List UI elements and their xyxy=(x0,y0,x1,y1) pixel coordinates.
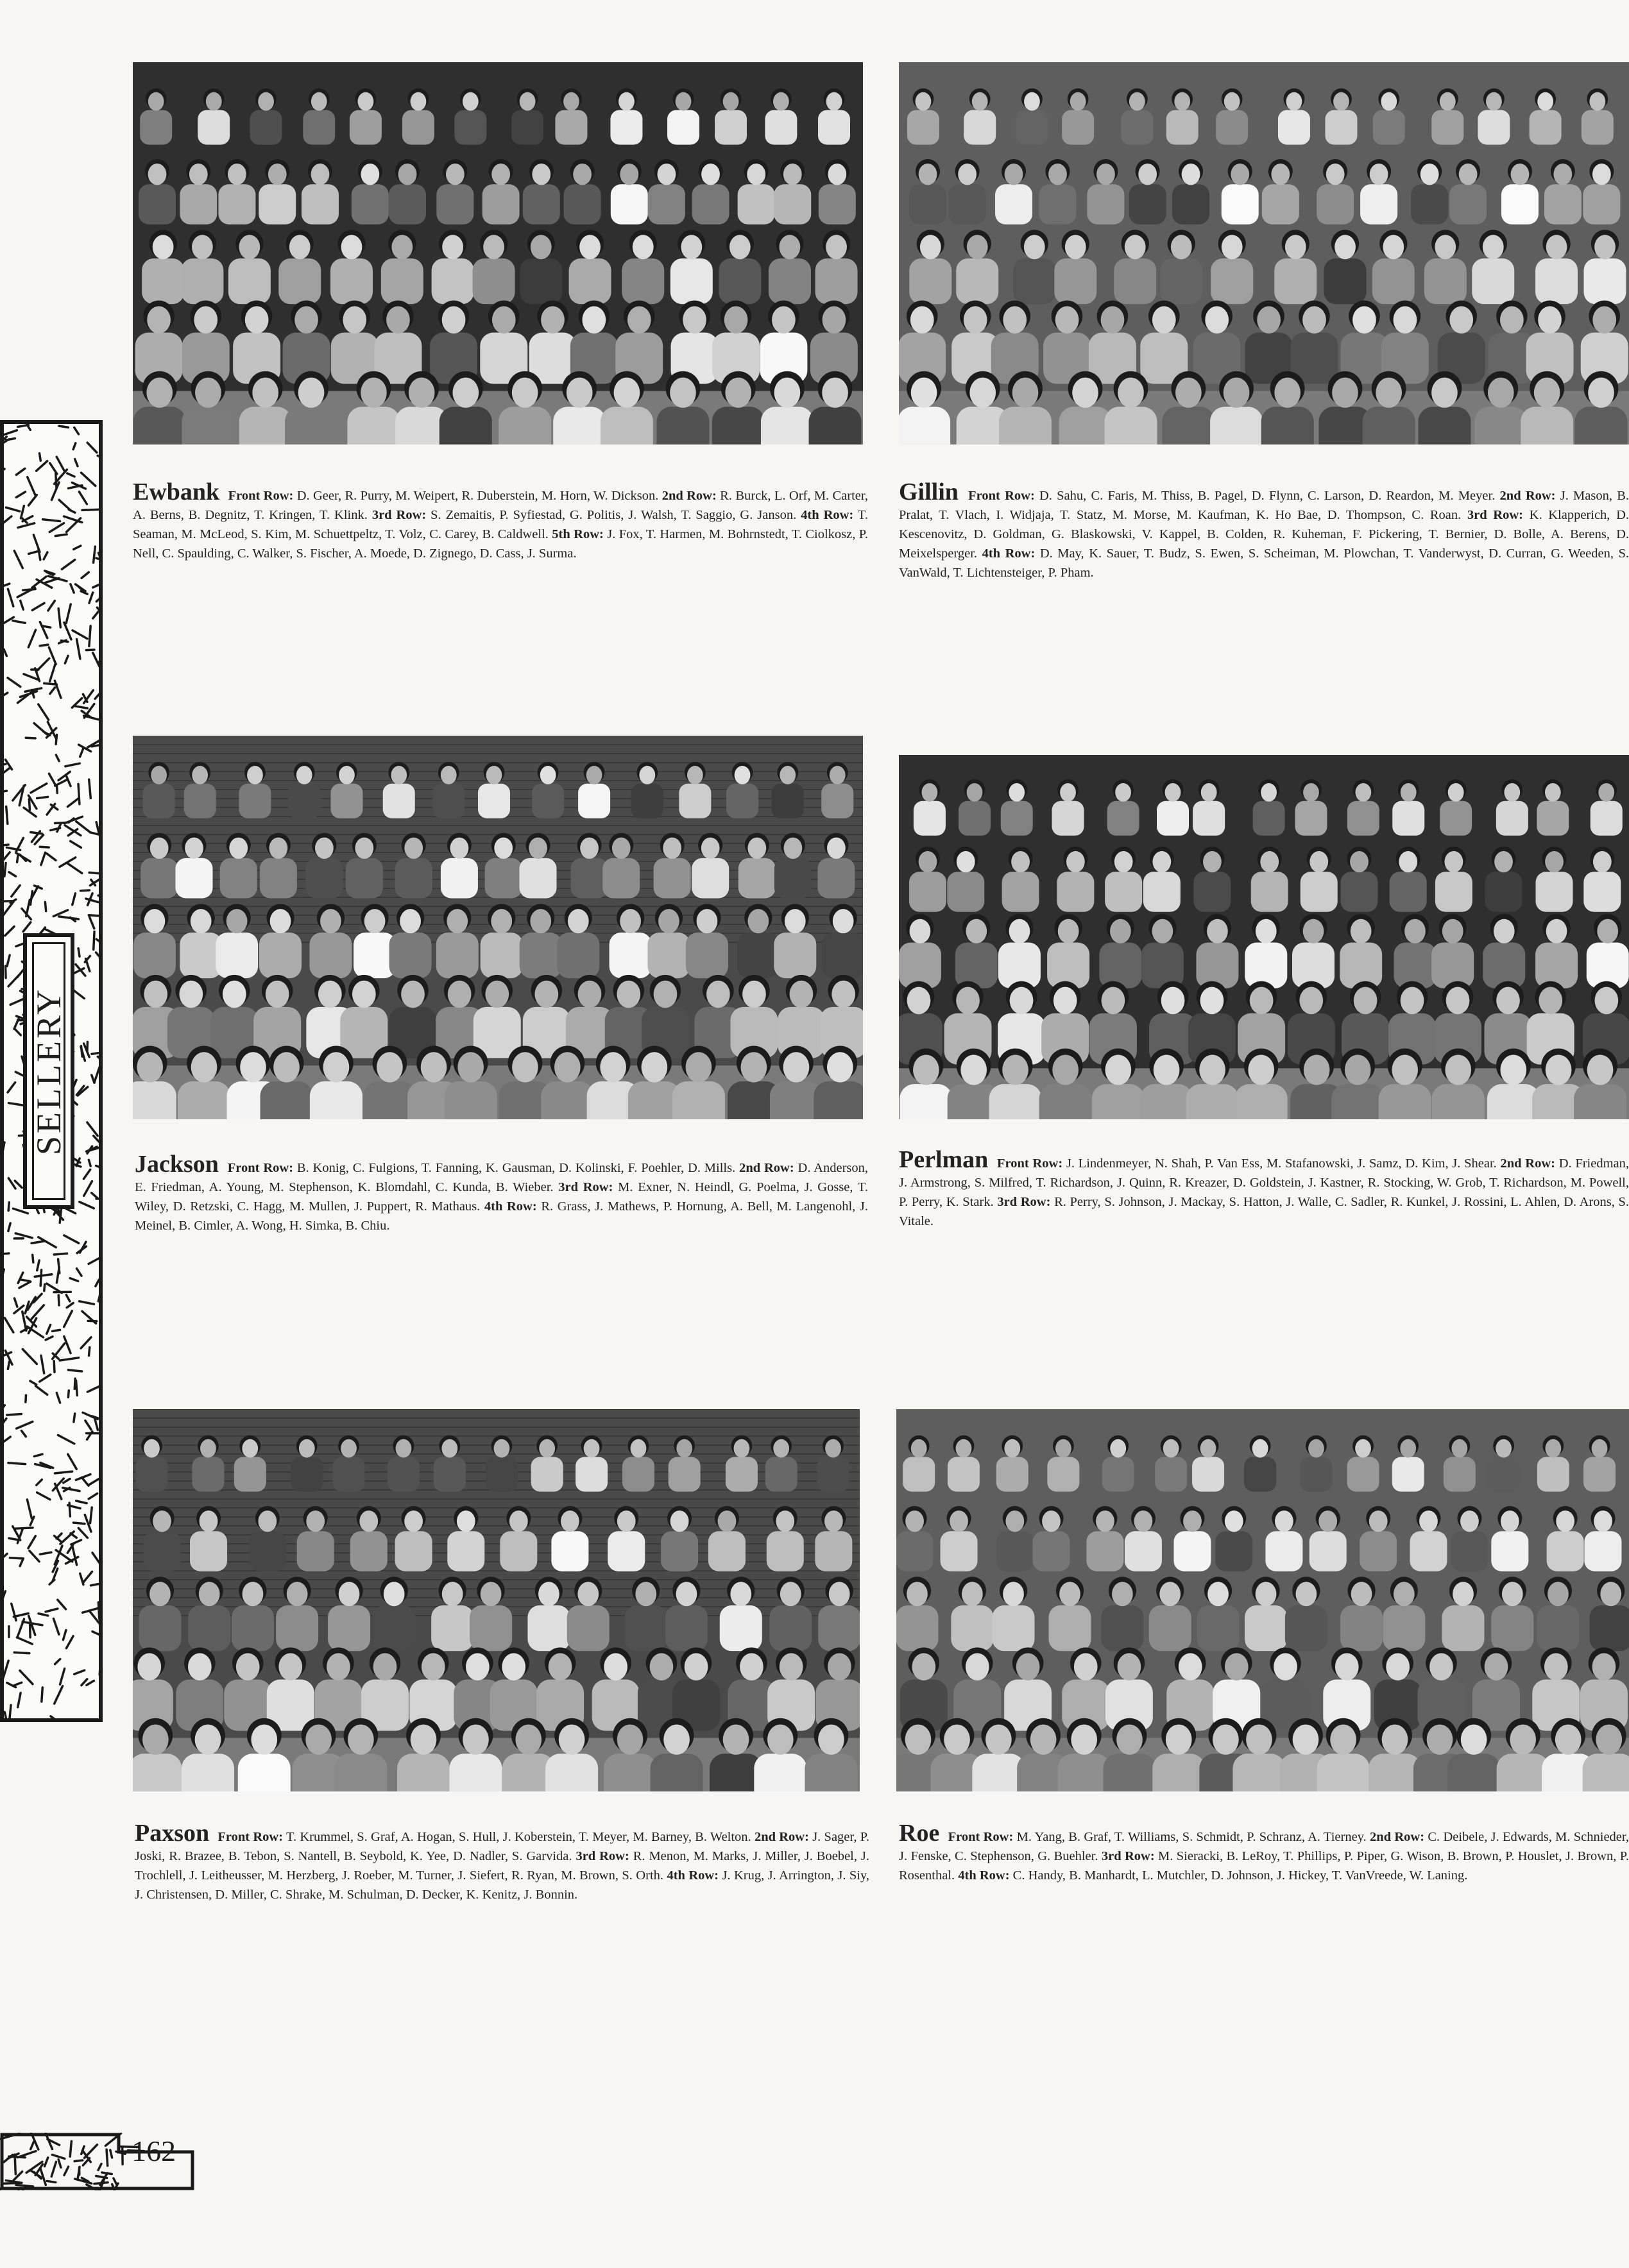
group-photo-roe xyxy=(896,1409,1629,1791)
row-label: Front Row: xyxy=(997,1156,1063,1171)
photo-crowd xyxy=(133,62,863,444)
row-names: C. Deibele, J. Edwards, M. Schnieder, J. Fenske, C. Stephenson, G. Buehler. xyxy=(899,1830,1629,1863)
row-names: M. Exner, N. Heindl, G. Poelma, J. Gosse, T. Wiley, D. Retzski, C. Hagg, M. Mullen, J. Puppert, R. Mathaus. xyxy=(135,1180,868,1214)
row-label: 2nd Row: xyxy=(661,489,717,503)
row-names: R. Menon, M. Marks, J. Miller, J. Boebel, J. Trochlell, J. Leitheusser, M. Herzberg, J. Roeber, M. Turner, J. Siefert, R. Ryan, M. Brown, S. Orth. xyxy=(135,1849,870,1883)
team-name: Ewbank xyxy=(133,478,220,505)
row-label: Front Row: xyxy=(227,1161,294,1175)
row-label: 3rd Row: xyxy=(1467,508,1523,522)
row-names: S. Zemaitis, P. Syfiestad, G. Politis, J. Walsh, T. Saggio, G. Janson. xyxy=(431,508,797,522)
team-name: Roe xyxy=(899,1820,940,1847)
row-label: 4th Row: xyxy=(982,546,1036,561)
row-names: D. May, K. Sauer, T. Budz, S. Ewen, S. Scheiman, M. Plowchan, T. Vanderwyst, D. Curran, G. Weeden, S. VanWald, T. Lichtensteiger, P. Pham. xyxy=(899,546,1629,580)
row-names: B. Konig, C. Fulgions, T. Fanning, K. Gausman, D. Kolinski, F. Poehler, D. Mills. xyxy=(296,1161,736,1175)
row-names: C. Handy, B. Manhardt, L. Mutchler, D. Johnson, J. Hickey, T. VanVreede, W. Laning. xyxy=(1012,1868,1468,1883)
row-label: 3rd Row: xyxy=(997,1195,1051,1209)
row-names: T. Krummel, S. Graf, A. Hogan, S. Hull, J. Koberstein, T. Meyer, M. Barney, B. Welton. xyxy=(286,1830,751,1844)
caption-roe xyxy=(899,1820,1629,1885)
group-photo-perlman xyxy=(899,755,1629,1119)
row-label: Front Row: xyxy=(948,1830,1014,1844)
row-label: 2nd Row: xyxy=(739,1161,794,1175)
row-label: 4th Row: xyxy=(801,508,854,522)
section-label: SELLERY xyxy=(30,986,69,1156)
team-name: Gillin xyxy=(899,478,959,505)
row-label: 2nd Row: xyxy=(1500,1156,1555,1171)
row-names: R. Perry, S. Johnson, J. Mackay, S. Hatton, J. Walle, C. Sadler, R. Kunkel, J. Rossini, L. Ahlen, D. Arons, S. Vitale. xyxy=(899,1195,1629,1228)
row-names: D. Geer, R. Purry, M. Weipert, R. Duberstein, M. Horn, W. Dickson. xyxy=(296,489,659,503)
row-label: 2nd Row: xyxy=(754,1830,809,1844)
row-label: 5th Row: xyxy=(552,527,604,541)
caption-perlman xyxy=(899,1146,1629,1231)
row-label: Front Row: xyxy=(968,489,1035,503)
caption-paxson xyxy=(135,1820,870,1904)
caption-jackson xyxy=(135,1151,869,1235)
team-name: Paxson xyxy=(135,1820,210,1847)
caption-ewbank xyxy=(133,478,869,563)
group-photo-jackson xyxy=(133,736,863,1119)
row-names: J. Fox, T. Harmen, M. Bohrnstedt, T. Ciolkosz, P. Nell, C. Spaulding, C. Walker, S. Fischer, A. Moede, D. Zignego, D. Cass, J. Surma. xyxy=(133,527,868,561)
row-names: R. Burck, L. Orf, M. Carter, A. Berns, B. Degnitz, T. Kringen, T. Klink. xyxy=(133,489,869,522)
row-label: Front Row: xyxy=(217,1830,284,1844)
photo-crowd xyxy=(896,1409,1629,1791)
group-photo-ewbank xyxy=(133,62,863,444)
row-names: T. Seaman, M. McLeod, S. Kim, M. Schuettpeltz, T. Volz, C. Carey, B. Caldwell. xyxy=(133,508,868,541)
row-names: D. Sahu, C. Faris, M. Thiss, B. Pagel, D. Flynn, C. Larson, D. Reardon, M. Meyer. xyxy=(1039,489,1496,503)
row-label: 2nd Row: xyxy=(1499,489,1556,503)
photo-crowd xyxy=(899,755,1629,1119)
row-label: 3rd Row: xyxy=(558,1180,613,1194)
row-label: Front Row: xyxy=(228,489,294,503)
row-names: D. Anderson, E. Friedman, A. Young, M. Stephenson, K. Blomdahl, C. Kunda, B. Wieber. xyxy=(135,1161,869,1194)
row-names: J. Mason, B. Pralat, T. Vlach, I. Widjaja, T. Statz, M. Morse, M. Kaufman, K. Ho Bae, D. Thompson, C. Roan. xyxy=(899,489,1629,522)
photo-crowd xyxy=(899,62,1629,444)
team-name: Jackson xyxy=(135,1151,219,1178)
photo-crowd xyxy=(133,736,863,1119)
team-name: Perlman xyxy=(899,1146,989,1173)
group-photo-gillin xyxy=(899,62,1629,444)
row-label: 3rd Row: xyxy=(576,1849,629,1863)
row-label: 2nd Row: xyxy=(1370,1830,1425,1844)
row-label: 4th Row: xyxy=(484,1199,537,1214)
row-names: M. Yang, B. Graf, T. Williams, S. Schmidt, P. Schranz, A. Tierney. xyxy=(1016,1830,1367,1844)
section-label-box xyxy=(23,933,74,1209)
row-names: J. Lindenmeyer, N. Shah, P. Van Ess, M. Stafanowski, J. Samz, D. Kim, J. Shear. xyxy=(1066,1156,1497,1171)
group-photo-paxson xyxy=(133,1409,860,1791)
photo-crowd xyxy=(133,1409,860,1791)
row-names: K. Klapperich, D. Kescenovitz, D. Goldman, G. Blaskowski, V. Kappel, B. Colden, R. Kuheman, F. Pickering, T. Bernier, D. Bolle, A. Berens, D. Meixelsperger. xyxy=(899,508,1629,561)
row-label: 3rd Row: xyxy=(371,508,427,522)
row-names: M. Sieracki, B. LeRoy, T. Phillips, P. Piper, G. Wison, B. Brown, P. Houslet, J. Brown, P. Rosenthal. xyxy=(899,1849,1629,1883)
row-names: R. Grass, J. Mathews, P. Hornung, A. Bell, M. Langenohl, J. Meinel, B. Cimler, A. Wong, H. Simka, B. Chiu. xyxy=(135,1199,869,1233)
row-names: J. Sager, P. Joski, R. Brazee, B. Tebon, S. Nantell, B. Seybold, K. Yee, D. Nadler, S. Garvida. xyxy=(135,1830,870,1863)
row-names: J. Krug, J. Arrington, J. Siy, J. Christensen, D. Miller, C. Shrake, M. Schulman, D. Decker, K. Kenitz, J. Bonnin. xyxy=(135,1868,870,1902)
row-label: 4th Row: xyxy=(667,1868,719,1883)
row-label: 3rd Row: xyxy=(1101,1849,1155,1863)
page-number: 162 xyxy=(132,2135,176,2167)
caption-gillin xyxy=(899,478,1629,582)
row-names: D. Friedman, J. Armstrong, S. Milfred, T. Richardson, J. Quinn, R. Kreazer, D. Goldstein, J. Kastner, R. Stocking, W. Grob, T. Richardson, M. Powell, P. Perry, K. Stark. xyxy=(899,1156,1629,1209)
row-label: 4th Row: xyxy=(958,1868,1010,1883)
